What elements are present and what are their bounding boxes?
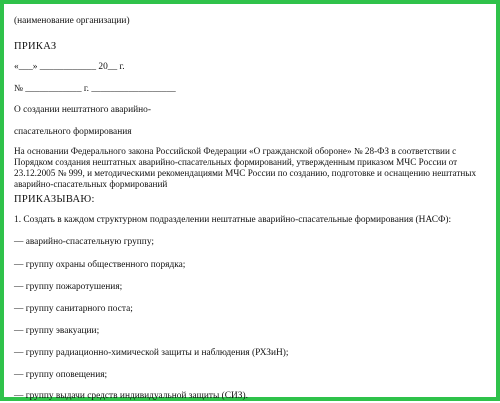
- group-item: — группу охраны общественного порядка;: [14, 260, 186, 270]
- item-1: 1. Создать в каждом структурном подразделении нештатные аварийно-спасательные формирования (НАСФ):: [14, 215, 452, 225]
- group-item: — группу выдачи средств индивидуальной защиты (СИЗ).: [14, 391, 248, 401]
- number-line: № ____________ г. __________________: [14, 84, 176, 94]
- date-line: «___» ____________ 20__ г.: [14, 62, 125, 72]
- preamble-paragraph: На основании Федерального закона Российской Федерации «О гражданской обороне» № 28-ФЗ в соответствии с Порядком создания нештатных аварийно-спасательных формирований, утвержденным приказом МЧС России от 23.12.2005 № 999, и методическими рекомендациями МЧС России по созданию, подготовке и оснащению нештатных аварийно-спасательных формирований: [14, 146, 477, 190]
- subject-line-2: спасательного формирования: [14, 127, 132, 137]
- group-item: — группу оповещения;: [14, 370, 108, 380]
- group-item: — группу радиационно-химической защиты и наблюдения (РХЗиН);: [14, 348, 289, 358]
- subject-line-1: О создании нештатного аварийно-: [14, 105, 151, 115]
- group-item: — аварийно-спасательную группу;: [14, 237, 154, 247]
- group-item: — группу эвакуации;: [14, 326, 100, 336]
- group-item: — группу пожаротушения;: [14, 282, 123, 292]
- organization-name: (наименование организации): [14, 16, 130, 26]
- document-title: ПРИКАЗ: [14, 41, 57, 52]
- group-item: — группу санитарного поста;: [14, 304, 133, 314]
- order-word: ПРИКАЗЫВАЮ:: [14, 194, 95, 205]
